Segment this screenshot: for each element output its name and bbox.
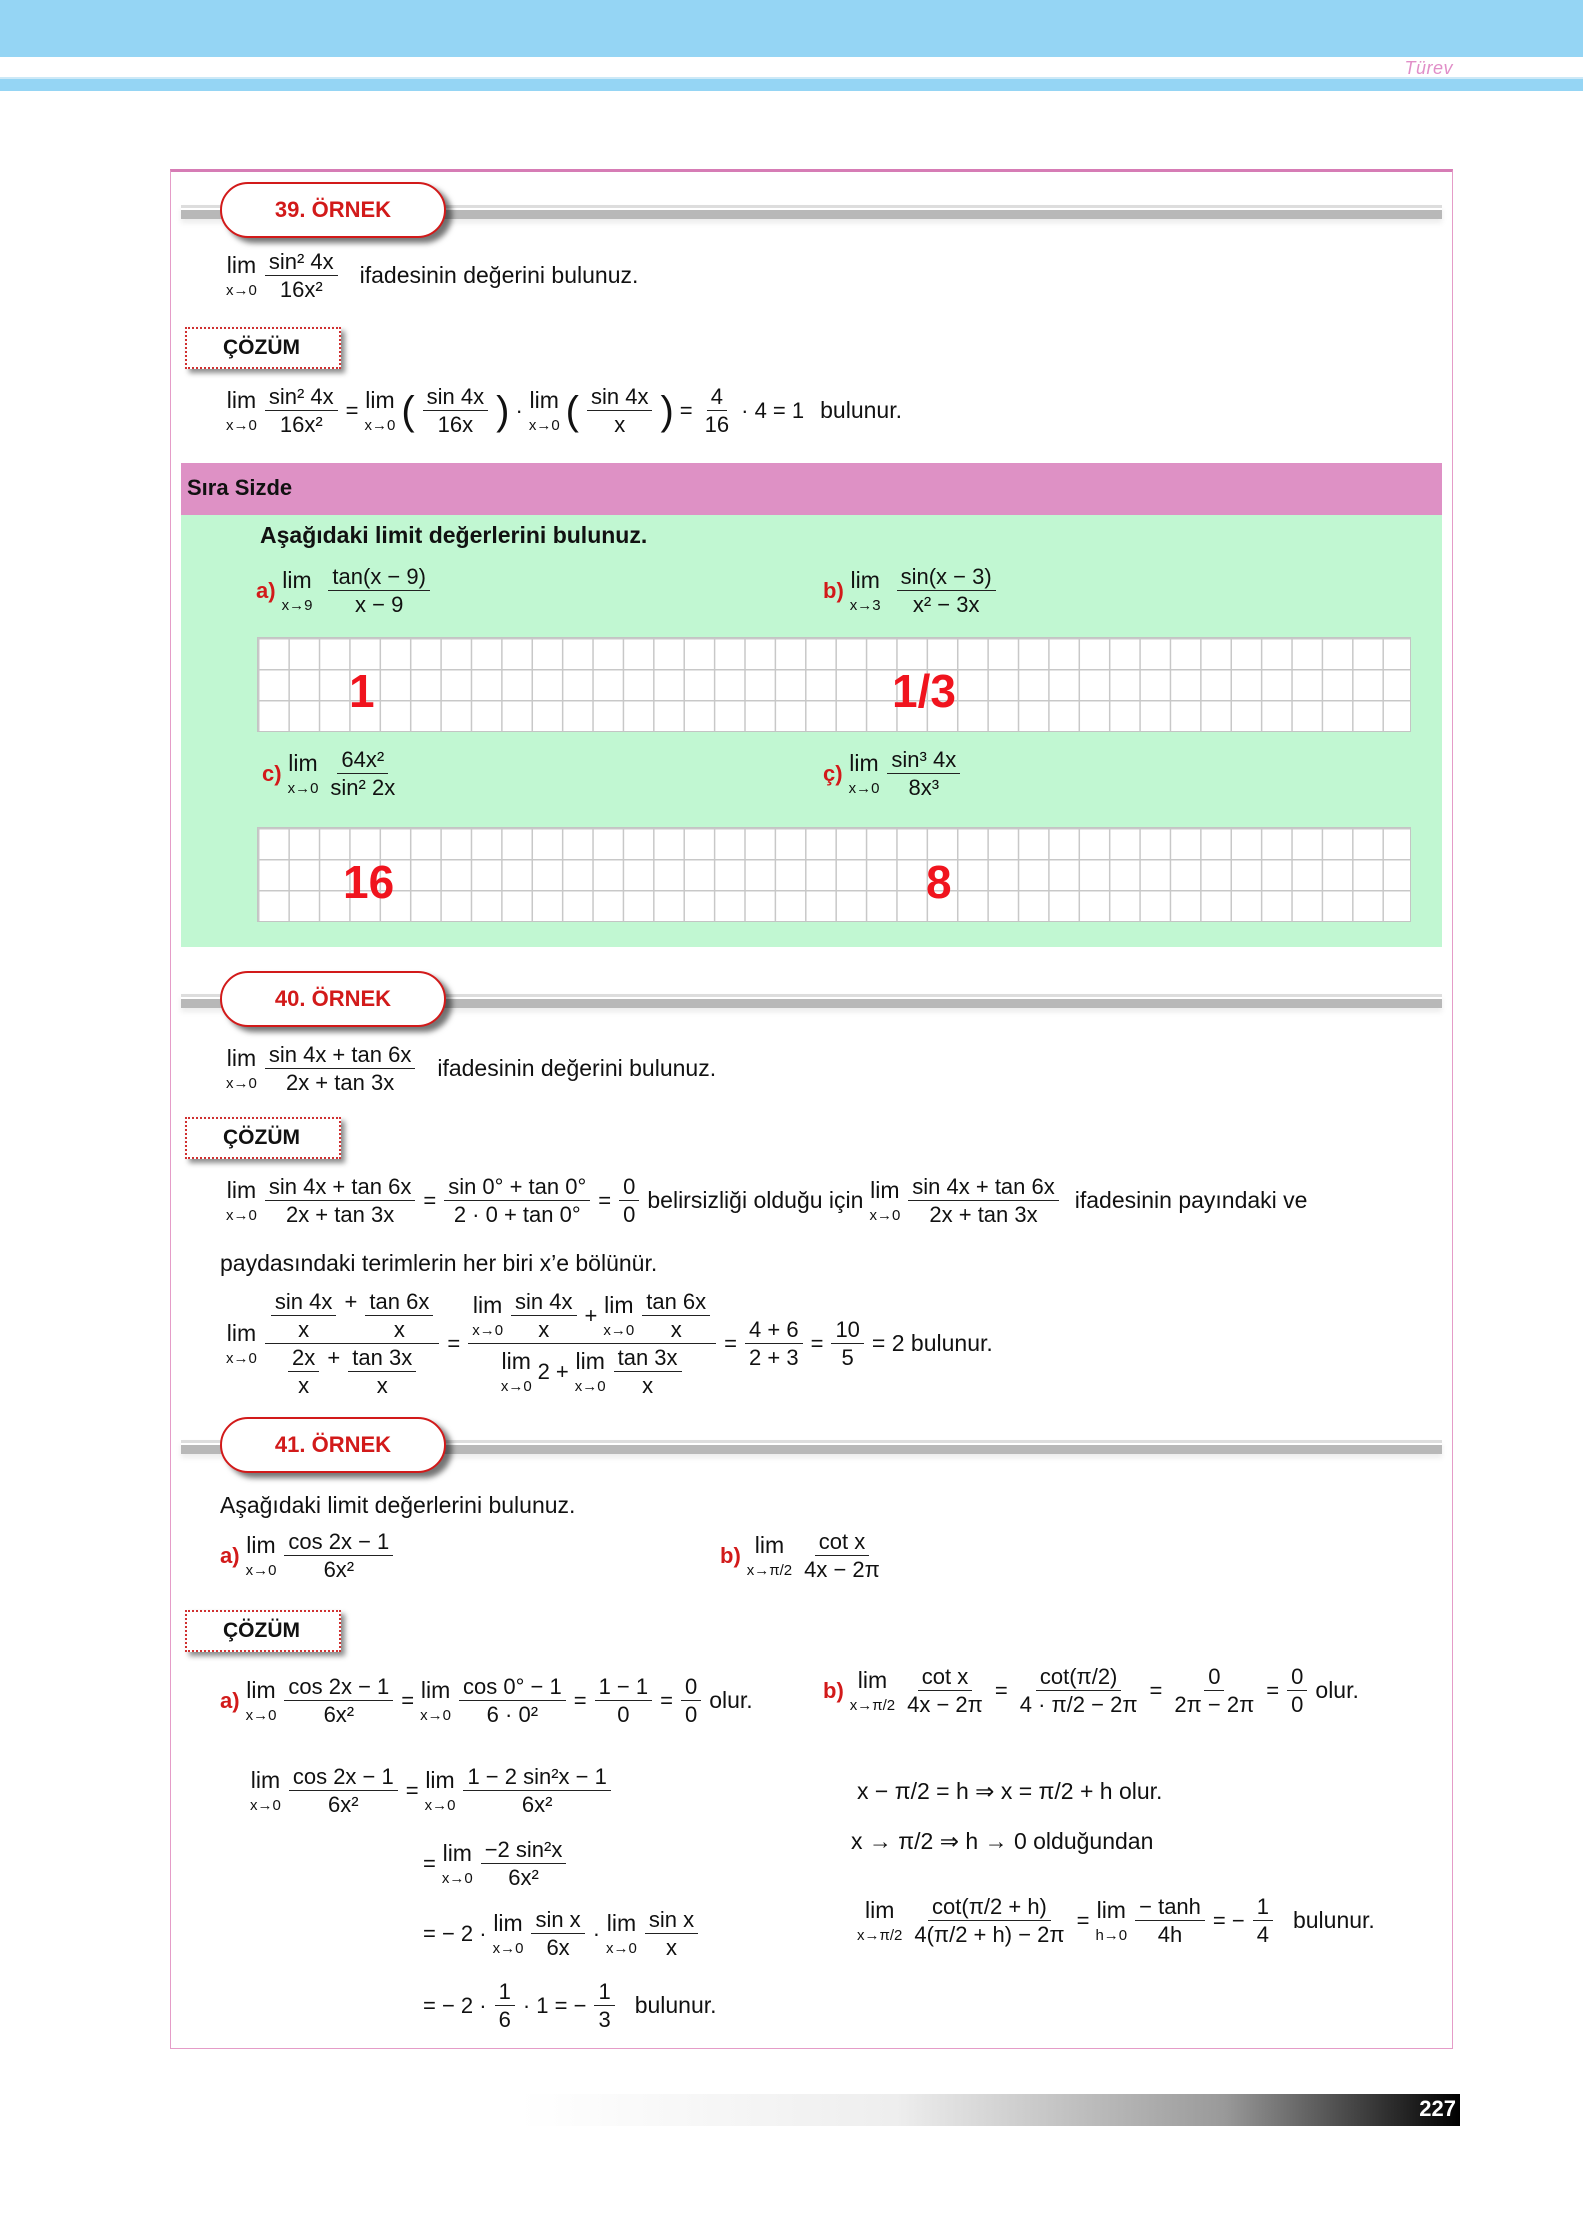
answer-b: 1/3 — [892, 665, 956, 717]
top-color-band-lower — [0, 79, 1583, 91]
sira-problem-cc: ç) lim x→0 $\frac{\text{sin³ 4x}}{\text{8x³}}$ — [823, 748, 962, 799]
sira-sizde-header: Sıra Sizde — [181, 463, 1442, 515]
answer-grid-ab[interactable] — [257, 637, 1411, 732]
answer-a: 1 — [349, 665, 375, 717]
ex41-sol-a-line3: = lim x→0 $\frac{\text{−2 sin²x}}{\text{6x²}}$ — [423, 1838, 568, 1889]
ex41-problem-b: b) lim x→π/2 $\frac{\text{cot x}}{4x - 2\pi}$ — [720, 1529, 880, 1583]
solution-label: ÇÖZÜM — [185, 1610, 341, 1652]
ex40-solution-line2: paydasındaki terimlerin her biri x’e bölünür. — [220, 1250, 658, 1276]
sira-problem-c: c) lim x→0 $\frac{\text{64x²}}{\text{sin² 2x}}$ — [262, 747, 396, 801]
ex41-instruction: Aşağıdaki limit değerlerini bulunuz. — [220, 1492, 576, 1518]
ex41-sol-b-line1: b) lim x→π/2 $\frac{\text{cot x}}{4x - 2\pi}$ = $\frac{\cot(\pi/2)}{4 \cdot \pi/2 - 2\pi}$ = $\frac{0}{2\pi - 2\pi}$ = $\frac{0}{0}$ olur. — [823, 1664, 1359, 1718]
ex40-solution-line3: lim x→0 $\frac{\sin 4x}{x}$ + $\frac{\tan 6x}{x}$ $\frac{2x}{x}$ + $\frac{\tan 3x}{x}$ = lim x→0 $\frac{\sin 4x}{x}$ + lim x→0 $\frac{\tan 6x}{x}$ lim x→0 2 + lim x→0 $\frac{\tan 3x}{x}$ = $\frac{4 + 6}{2 + 3}$ = $\frac{10}{5}$ = 2 bulunur. — [226, 1289, 993, 1399]
page-number: 227 — [1419, 2096, 1456, 2121]
ex39-solution: lim x→0 $\frac{\text{sin² 4x}}{\text{16x²}}$ = lim x→0 ( $\frac{\sin 4x}{16x}$ ) · lim x→0 ( $\frac{\sin 4x}{x}$ ) = $\frac{4}{16}$ · 4 = 1 bulunur. — [226, 384, 902, 438]
example-39-badge: 39. ÖRNEK — [220, 182, 446, 238]
example-40-badge: 40. ÖRNEK — [220, 971, 446, 1027]
ex40-solution-line1: lim x→0 $\frac{\sin 4x + \tan 6x}{2x + \tan 3x}$ = $\frac{\sin 0^\circ + \tan 0^\circ}{2 \cdot 0 + \tan 0^\circ}$ = $\frac{0}{0}$ belirsizliği olduğu için lim x→0 $\frac{\sin 4x + \tan 6x}{2x + \tan 3x}$ ifadesinin payındaki ve — [226, 1174, 1308, 1228]
ex41-sol-a-line4: = − 2 · lim x→0 $\frac{\text{sin x}}{6x}$ · lim x→0 $\frac{\text{sin x}}{x}$ — [423, 1908, 700, 1959]
sira-problem-a: a) lim x→9 $\frac{\tan(x - 9)}{x - 9}$ — [256, 565, 432, 616]
answer-cc: 8 — [926, 856, 952, 908]
example-41-badge: 41. ÖRNEK — [220, 1417, 446, 1473]
ex41-sol-b-line2: x − π/2 = h ⇒ x = π/2 + h olur. — [857, 1778, 1163, 1804]
ex41-sol-b-line3: x → π/2 ⇒ h → 0 olduğundan — [851, 1828, 1154, 1854]
ex41-sol-b-line4: lim x→π/2 $\frac{\cot(\pi/2 + h)}{4(\pi/2 + h) - 2\pi}$ = lim h→0 $\frac{- \tanh}{4h}$ = − $\frac{1}{4}$ bulunur. — [857, 1894, 1375, 1948]
top-color-band — [0, 0, 1583, 57]
sira-sizde-instruction: Aşağıdaki limit değerlerini bulunuz. — [260, 522, 648, 548]
ex39-problem: lim x→0 $\frac{\text{sin² 4x}}{\text{16x²}}$ ifadesinin değerini bulunuz. — [226, 249, 639, 303]
answer-c: 16 — [343, 856, 395, 908]
ex41-problem-a: a) lim x→0 $\frac{\cos 2x - 1}{\text{6x²}}$ — [220, 1530, 395, 1581]
answer-grid-ccc[interactable] — [257, 827, 1411, 922]
ex41-sol-a-line5: = − 2 · $\frac{1}{6}$ · 1 = − $\frac{1}{3}$ bulunur. — [423, 1979, 717, 2033]
solution-label: ÇÖZÜM — [185, 327, 341, 369]
ex40-problem: lim x→0 $\frac{\sin 4x + \tan 6x}{2x + \tan 3x}$ ifadesinin değerini bulunuz. — [226, 1042, 717, 1096]
chapter-title: Türev — [1404, 58, 1453, 78]
solution-label: ÇÖZÜM — [185, 1117, 341, 1159]
ex41-sol-a-line2: lim x→0 $\frac{\cos 2x - 1}{\text{6x²}}$ = lim x→0 $\frac{\text{1 − 2 sin²x − 1}}{\text{6x²}}$ — [250, 1765, 613, 1816]
ex41-sol-a-line1: a) lim x→0 $\frac{\cos 2x - 1}{\text{6x²}}$ = lim x→0 $\frac{\cos 0^\circ - 1}{\text{6 · 0²}}$ = $\frac{1 - 1}{0}$ = $\frac{0}{0}$ olur. — [220, 1674, 753, 1728]
sira-problem-b: b) lim x→3 $\frac{\sin(x - 3)}{\text{x² − 3x}}$ — [823, 565, 998, 616]
page-footer-bar — [520, 2094, 1460, 2126]
